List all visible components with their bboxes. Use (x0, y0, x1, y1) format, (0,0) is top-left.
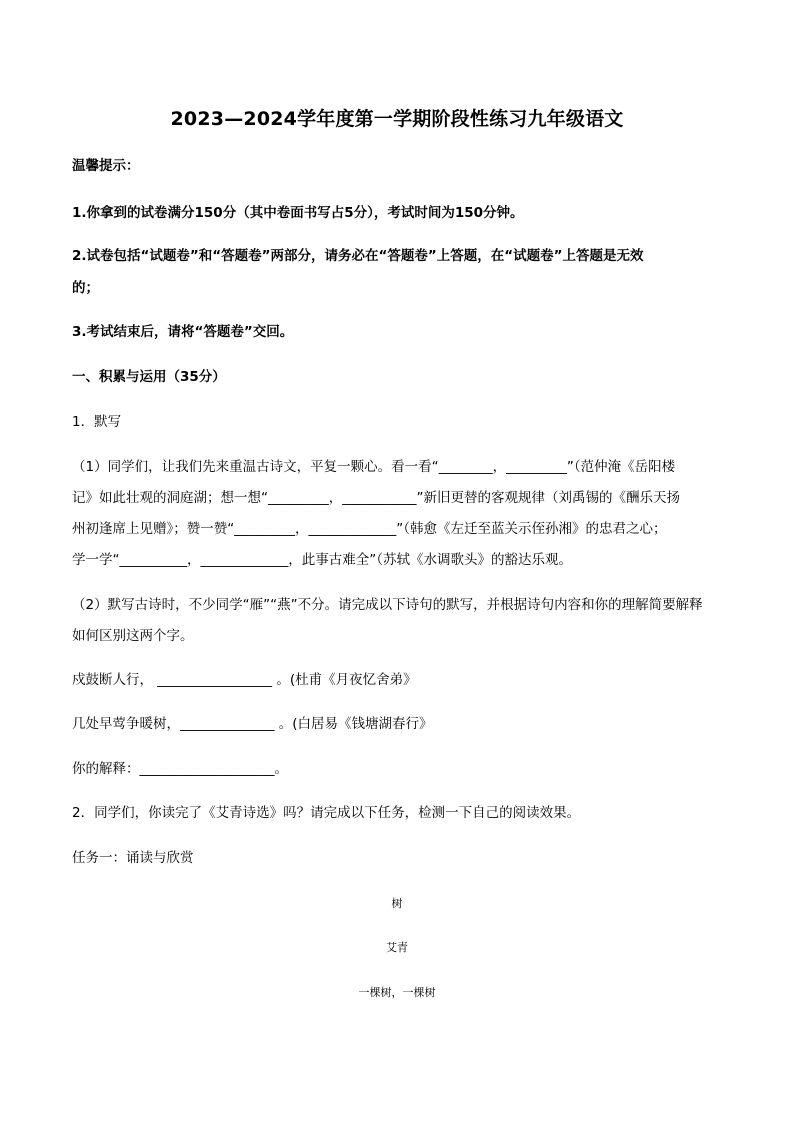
question-2-line: 2．同学们，你读完了《艾青诗选》吗？请完成以下任务，检测一下自己的阅读效果。 (72, 805, 581, 821)
poem-fill-line-b: 几处早莺争暖树，______________ 。(白居易《钱塘湖春行》 (72, 716, 433, 732)
tip-2-line-2: 的； (72, 280, 99, 296)
q1-part1-line-4: 学一学“__________，_____________，此事古难全”（苏轼《水调歌头》的豁达乐观。 (72, 552, 572, 568)
q1-part2-line-2: 如何区别这两个字。 (72, 628, 194, 644)
tips-heading: 温馨提示： (72, 158, 140, 174)
q1-part2-line-1: （2）默写古诗时，不少同学“雁”“燕”不分。请完成以下诗句的默写，并根据诗句内容和你的理解简要解释 (72, 597, 703, 613)
q1-part1-line-3: 州初逢席上见赠》；赞一赞“_________，_____________”（韩愈《左迁至蓝关示侄孙湘》的忠君之心； (72, 521, 667, 537)
exam-title: 2023—2024学年度第一学期阶段性练习九年级语文 (170, 108, 624, 130)
q1-part1-line-2: 记》如此壮观的洞庭湖；想一想“_________，___________”新旧更替的客观规律（刘禹锡的《酬乐天扬 (72, 490, 680, 506)
poem-author: 艾青 (386, 941, 408, 954)
tip-3: 3.考试结束后，请将“答题卷”交回。 (72, 324, 294, 340)
section-1-heading: 一、积累与运用（35分） (72, 369, 226, 385)
poem-fill-line-a: 戍鼓断人行， _________________ 。(杜甫《月夜忆舍弟》 (72, 672, 417, 688)
poem-title: 树 (391, 897, 403, 910)
tip-1: 1.你拿到的试卷满分150分（其中卷面书写占5分），考试时间为150分钟。 (72, 205, 524, 221)
q1-part1-line-1: （1）同学们，让我们先来重温古诗文，平复一颗心。看一看“________，_________”（范仲淹《岳阳楼 (72, 459, 676, 475)
tip-2-line-1: 2.试卷包括“试题卷”和“答题卷”两部分，请务必在“答题卷”上答题，在“试题卷”上答题是无效 (72, 248, 644, 264)
question-1-label: 1．默写 (72, 414, 122, 430)
task-1-heading: 任务一：诵读与欣赏 (72, 850, 194, 866)
explanation-line: 你的解释：____________________。 (72, 761, 288, 777)
poem-first-line: 一棵树，一棵树 (358, 986, 436, 999)
